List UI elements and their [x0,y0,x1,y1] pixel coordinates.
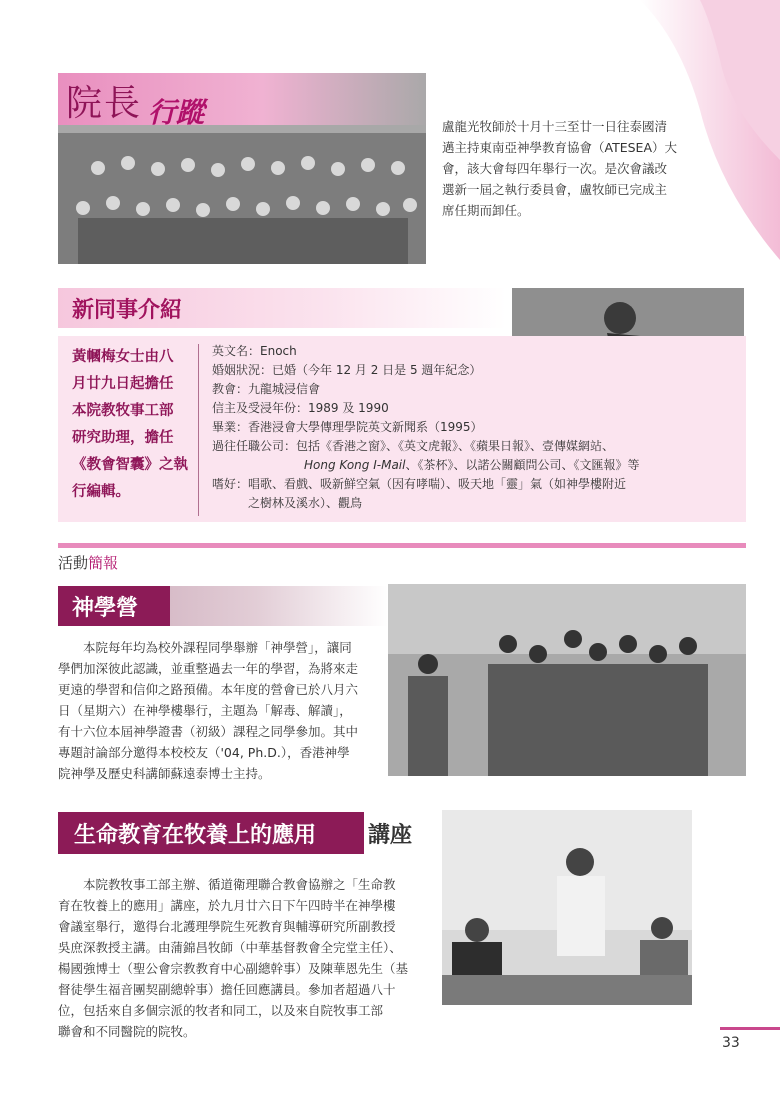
divider [198,344,199,516]
page-number-rule [720,1027,780,1030]
page-number: 33 [722,1035,740,1051]
section-heading: 新同事介紹 [72,298,183,323]
text-line: 選新一屆之執行委員會，盧牧師已完成主 [442,182,668,197]
info-hobby-cont: 之樹林及溪水）、觀鳥 [248,496,363,510]
info-work-cont [212,456,732,475]
text-line: 日（星期六）在神學樓舉行，主題為「解毒、解讀」， [58,703,352,718]
camp-paragraph [58,637,378,784]
text-line: 席任期而卸任。 [442,203,530,218]
info-marriage: 婚姻狀況：已婚（今年 12 月 2 日是 5 週年紀念） [212,363,482,377]
text-line: 吳庶深教授主講。由蒲錦昌牧師（中華基督教會全完堂主任）、 [58,940,402,955]
seminar-paragraph [58,874,426,1042]
text-line: 聯會和不同醫院的院牧。 [58,1024,196,1039]
section-heading: 生命教育在牧養上的應用 [74,823,317,848]
lead-line: 黃幗梅女士由八 [72,349,174,365]
text-line: 有十六位本屆神學證書（初級）課程之同學參加。其中 [58,724,359,739]
lead-line: 本院教牧事工部 [72,403,174,419]
text-line: 更遠的學習和信仰之路預備。本年度的營會已於八月六 [58,682,359,697]
text-line: 盧龍光牧師於十月十三至廿一日往泰國清 [442,119,668,134]
colleague-info-box [58,336,746,522]
section-heading: 神學營 [72,596,139,621]
president-paragraph [442,116,732,221]
lead-line: 研究助理，擔任 [72,430,174,446]
text-line: 院神學及歷史科講師蘇遠泰博士主持。 [58,766,271,781]
info-education: 畢業：香港浸會大學傳理學院英文新聞系（1995） [212,420,483,434]
seminar-photo [442,810,692,1005]
text-line: 邁主持東南亞神學教育協會（ATESEA）大 [442,140,677,155]
lead-line: 月廿九日起擔任 [72,376,174,392]
section-band-seminar [58,812,428,854]
info-faith: 信主及受浸年份：1989 及 1990 [212,401,389,415]
info-hobby: 嗜好：唱歌、看戲、吸新鮮空氣（因有哮喘）、吸天地「靈」氣（如神學樓附近 [212,477,627,491]
section-heading-suffix: 講座 [368,823,413,848]
text-line: 本院每年均為校外課程同學舉辦「神學營」，讓同 [58,640,352,655]
camp-photo [388,584,746,776]
text-line: 督徒學生福音團契副總幹事）擔任回應講員。參加者超過八十 [58,982,396,997]
info-work-rest: 、《茶杯》、以諾公關顧問公司、《文匯報》等 [405,458,640,472]
colleague-details [212,342,732,513]
section-divider [58,543,746,548]
text-line: 學們加深彼此認識，並重整過去一年的學習，為將來走 [58,661,359,676]
text-line: 專題討論部分邀得本校校友（'04, Ph.D.），香港神學 [58,745,350,760]
text-line: 會，該大會每四年舉行一次。是次會議改 [442,161,668,176]
lead-line: 《教會智囊》之執 [72,457,188,473]
title-big: 院長 [66,83,143,124]
text-line: 楊國強博士（聖公會宗教教育中心副總幹事）及陳華恩先生（基 [58,961,409,976]
info-name: 英文名：Enoch [212,344,297,358]
section-band-new-colleague [58,288,506,328]
news-label [58,552,118,573]
colleague-lead [72,344,190,506]
info-work-italic: Hong Kong I-Mail [304,458,406,472]
text-line: 育在牧養上的應用」講座，於九月廿六日下午四時半在神學樓 [58,898,396,913]
news-suffix: 簡報 [88,554,119,572]
text-line: 會議室舉行，邀得台北護理學院生死教育與輔導研究所副教授 [58,919,396,934]
title-small: 行蹤 [148,96,205,129]
text-line: 位，包括來自多個宗派的牧者和同工，以及來自院牧事工部 [58,1003,384,1018]
section-title-president [58,73,430,129]
lead-line: 行編輯。 [72,484,130,500]
news-prefix: 活動 [58,554,89,572]
info-work: 過往任職公司：包括《香港之窗》、《英文虎報》、《蘋果日報》、壹傳媒網站、 [212,439,615,453]
text-line: 本院教牧事工部主辦、循道衛理聯合教會協辦之「生命教 [58,877,396,892]
section-band-camp [58,586,388,626]
info-church: 教會：九龍城浸信會 [212,382,321,396]
